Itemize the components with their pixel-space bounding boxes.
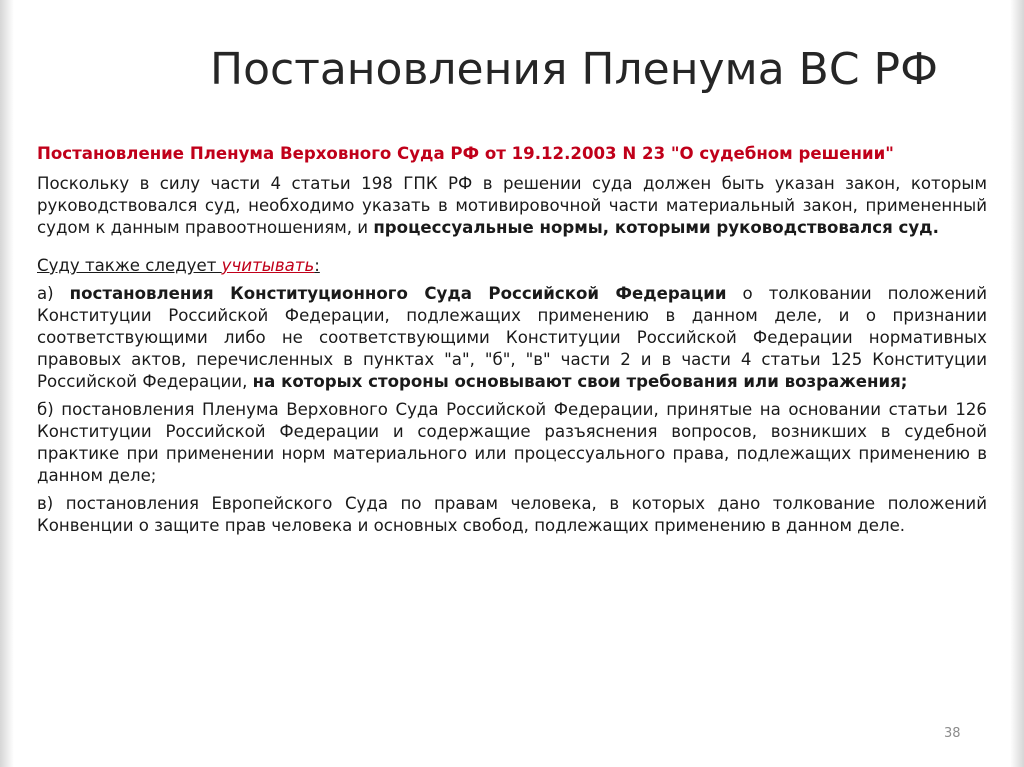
page-number: 38 (944, 726, 961, 741)
slide-title: Постановления Пленума ВС РФ (210, 44, 938, 95)
lead-prefix: Суду также следует (37, 256, 222, 275)
paragraph-gpk (37, 173, 987, 239)
item-a-text: о толковании положений Конституции Российской Федерации, подлежащих применению в данном деле, и о признании соответствующими либо не соответствующими Конституции Российской Федерации нормативных правовых актов, перечисленных в пунктах "а", "б", "в" части 2 и в части 4 статьи 125 Конституции Российской Федерации, (37, 284, 987, 391)
right-edge-shadow (1010, 0, 1024, 767)
item-a-prefix: а) (37, 284, 70, 303)
lead-suffix: : (314, 256, 320, 275)
item-a-bold-2: на которых стороны основывают свои требования или возражения; (252, 372, 908, 391)
item-c: в) постановления Европейского Суда по правам человека, в которых дано толкование положений Конвенции о защите прав человека и основных свобод, подлежащих применению в данном деле. (37, 494, 987, 535)
left-edge-shadow (0, 0, 14, 767)
item-a (37, 283, 987, 393)
slide-body (37, 143, 987, 537)
resolution-heading: Постановление Пленума Верховного Суда РФ от 19.12.2003 N 23 "О судебном решении" (37, 144, 894, 163)
item-a-bold-1: постановления Конституционного Суда Российской Федерации (69, 284, 727, 303)
paragraph-gpk-bold: процессуальные нормы, которыми руководствовался суд. (373, 218, 939, 237)
item-b: б) постановления Пленума Верховного Суда Российской Федерации, принятые на основании статьи 126 Конституции Российской Федерации и содержащие разъяснения вопросов, возникших в судебной практике при применении норм материального или процессуального права, подлежащих применению в данном деле; (37, 400, 987, 485)
paragraph-gpk-text: Поскольку в силу части 4 статьи 198 ГПК РФ в решении суда должен быть указан закон, которым руководствовался суд, необходимо указать в мотивировочной части материальный закон, примененный судом к данным правоотношениям, и (37, 174, 987, 237)
lead-line (37, 255, 987, 277)
lead-emphasis: учитывать (221, 256, 315, 275)
